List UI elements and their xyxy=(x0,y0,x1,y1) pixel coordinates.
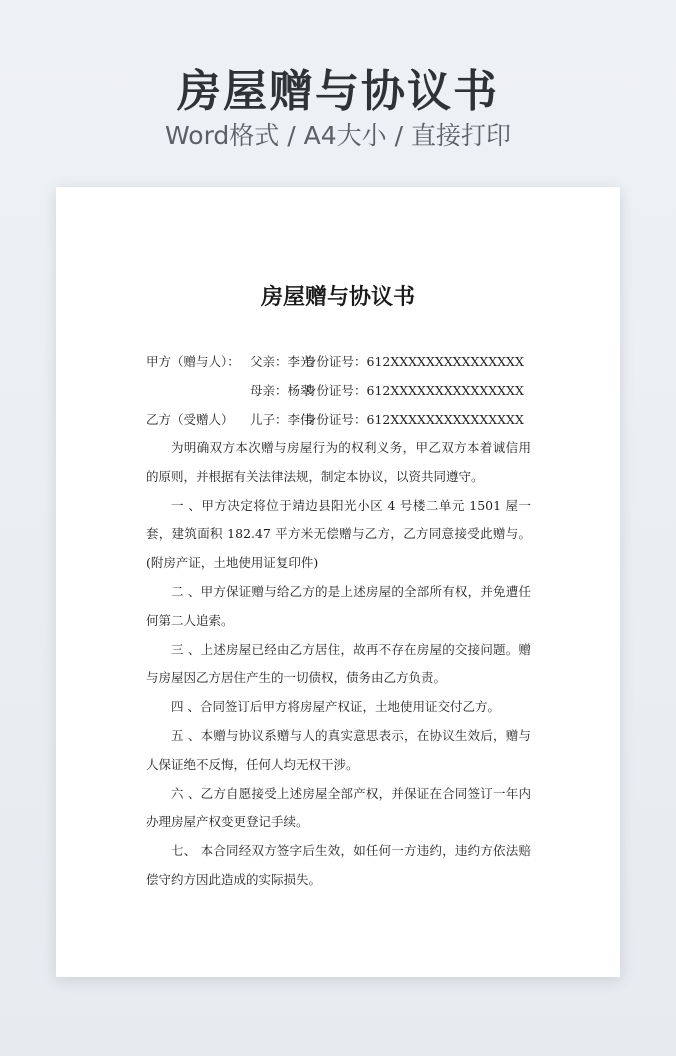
parties-block xyxy=(146,347,546,434)
party-row-son xyxy=(146,405,546,434)
paragraph-clause-1: 一 、甲方决定将位于靖边县阳光小区 4 号楼二单元 1501 屋一套，建筑面积 182.47 平方米无偿赠与乙方，乙方同意接受此赠与。(附房产证，土地使用证复印件) xyxy=(146,497,531,571)
party-id-number: 身份证号：612XXXXXXXXXXXXXXX xyxy=(304,412,524,427)
party-row-mother xyxy=(146,376,546,405)
banner-title: 房屋赠与协议书 xyxy=(177,66,499,117)
party-row-father xyxy=(146,347,546,376)
party-id-number: 身份证号：612XXXXXXXXXXXXXXX xyxy=(304,383,524,398)
paragraph-clause-3: 三 、上述房屋已经由乙方居住，故再不存在房屋的交接问题。赠与房屋因乙方居住产生的一切债权，债务由乙方负责。 xyxy=(146,641,531,686)
party-person: 母亲：杨翠 xyxy=(250,383,313,398)
paragraph-intro: 为明确双方本次赠与房屋行为的权利义务，甲乙双方本着诚信用的原则，并根据有关法律法规，制定本协议，以资共同遵守。 xyxy=(146,440,531,484)
party-person: 父亲：李光 xyxy=(250,354,313,369)
paragraph-clause-5: 五 、本赠与协议系赠与人的真实意思表示，在协议生效后，赠与人保证绝不反悔，任何人均无权干涉。 xyxy=(146,727,531,772)
paragraph-clause-4: 四 、合同签订后甲方将房屋产权证，土地使用证交付乙方。 xyxy=(171,699,500,715)
party-person: 儿子：李伟 xyxy=(250,412,313,427)
document-title: 房屋赠与协议书 xyxy=(260,285,415,310)
paragraph-clause-7: 七、 本合同经双方签字后生效，如任何一方违约，违约方依法赔偿守约方因此造成的实际损失。 xyxy=(146,843,531,887)
party-id-number: 身份证号：612XXXXXXXXXXXXXXX xyxy=(304,354,524,369)
paragraph-clause-2: 二 、甲方保证赠与给乙方的是上述房屋的全部所有权，并免遭任何第二人追索。 xyxy=(146,583,531,628)
banner-subtitle: Word格式 / A4大小 / 直接打印 xyxy=(165,121,511,150)
document-page xyxy=(56,187,620,977)
paragraph-clause-6: 六 、乙方自愿接受上述房屋全部产权，并保证在合同签订一年内办理房屋产权变更登记手续。 xyxy=(146,785,531,830)
party-role: 甲方（赠与人）： xyxy=(146,354,240,369)
party-role: 乙方（受赠人） xyxy=(146,412,234,427)
agreement-body xyxy=(146,434,531,895)
